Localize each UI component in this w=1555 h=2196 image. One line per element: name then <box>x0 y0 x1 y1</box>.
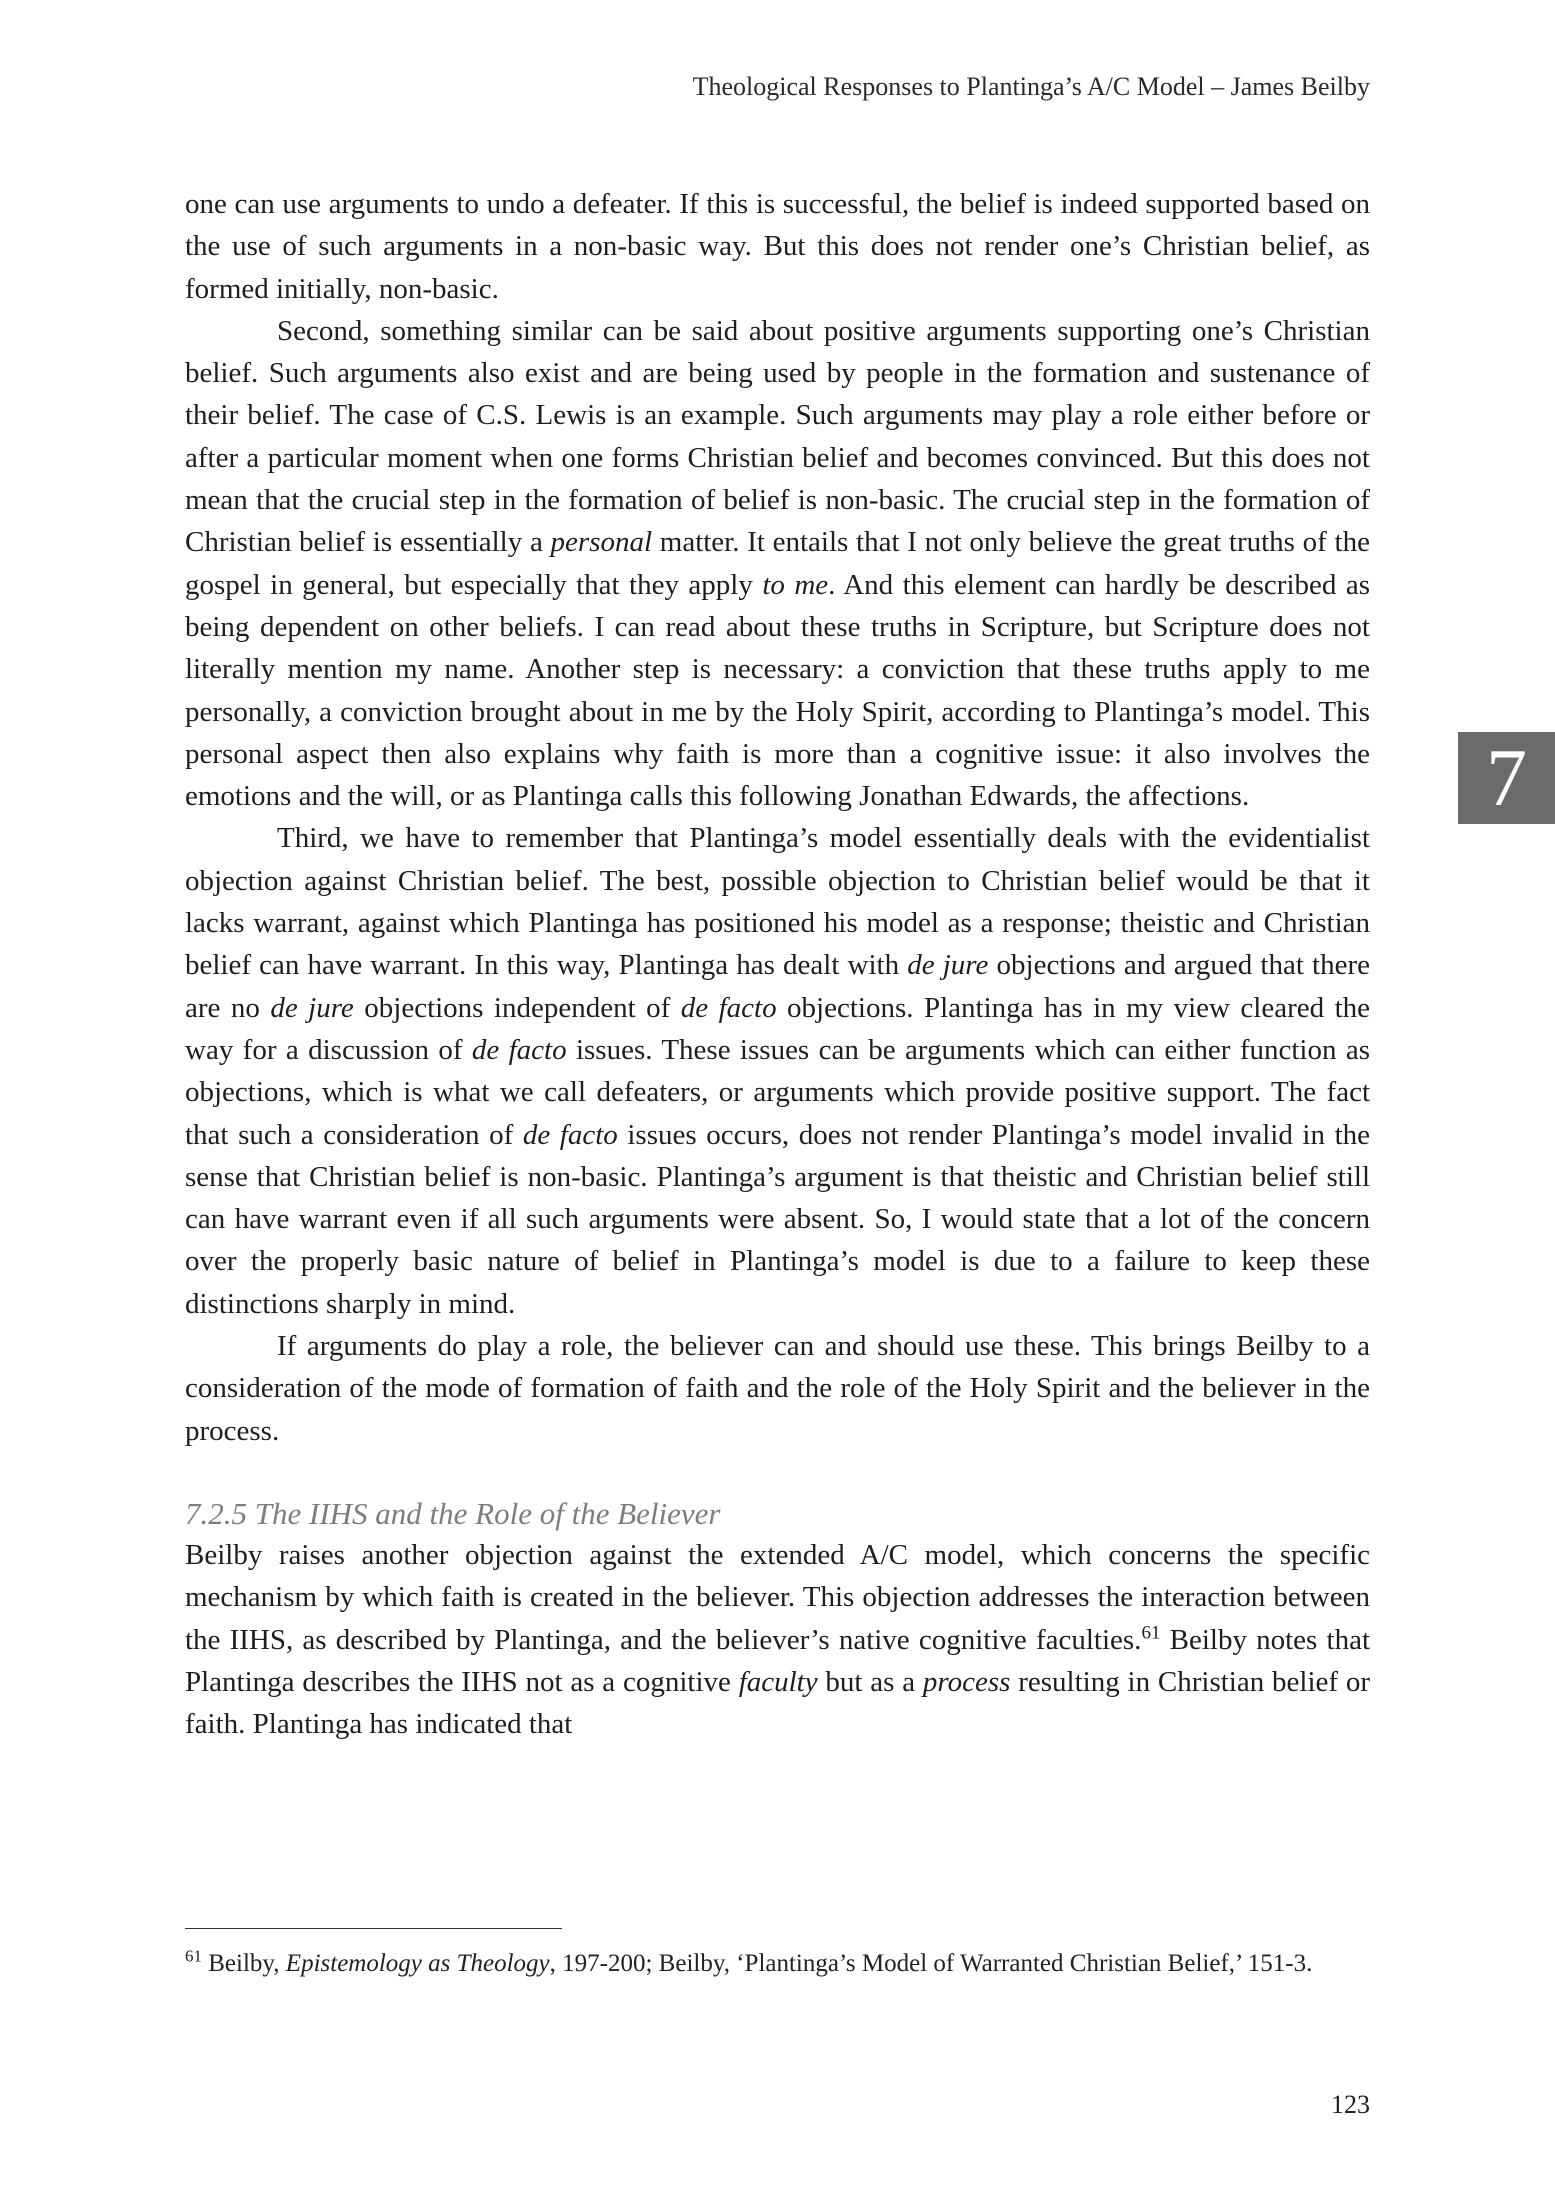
text-run: Third, we have to remember that Plantinga’s model essentially deals with the evidentialist objection against Christian belief. The best, possible objection to Christian belief would be that it lacks warrant, against which Plantinga has positioned his model as a response; theistic and Christian belief can have warrant. In this way, Plantinga has dealt with <box>185 822 1370 982</box>
emphasis: process <box>922 1665 1011 1698</box>
text-run: . And this element can hardly be described as being dependent on other beliefs. I can read about these truths in Scripture, but Scripture does not literally mention my name. Another step is necessary: a conviction that these truths apply to me personally, a conviction brought about in me by the Holy Spirit, according to Plantinga’s model. This personal aspect then also explains why faith is more than a cognitive issue: it also involves the emotions and the will, or as Plantinga calls this following Jonathan Edwards, the affections. <box>185 568 1370 813</box>
emphasis: de facto <box>471 1033 567 1066</box>
text-run: resulting in Christian belief or faith. Plantinga has indicated that <box>185 1665 1370 1741</box>
footnote-reference[interactable]: 61 <box>1141 1621 1161 1643</box>
emphasis: Epistemology as Theology <box>285 1950 550 1977</box>
text-run: objections independent of <box>353 991 681 1024</box>
paragraph-3 <box>185 817 1370 1325</box>
text-run: Beilby, <box>202 1950 286 1977</box>
paragraph-1: one can use arguments to undo a defeater. If this is successful, the belief is indeed supported based on the use of such arguments in a non-basic way. But this does not render one’s Christian belief, as formed initially, non-basic. <box>185 188 1370 305</box>
section-heading: 7.2.5 The IIHS and the Role of the Believer <box>185 1495 721 1531</box>
emphasis: de facto <box>680 991 777 1024</box>
paragraph-4: If arguments do play a role, the believer can and should use these. This brings Beilby to a consideration of the mode of formation of faith and the role of the Holy Spirit and the believer in the process. <box>185 1330 1370 1447</box>
text-run: Beilby notes that Plantinga describes the IIHS not as a cognitive <box>185 1623 1370 1698</box>
emphasis: de facto <box>522 1118 618 1151</box>
emphasis: to me <box>762 568 829 601</box>
text-run: , 197-200; Beilby, ‘Plantinga’s Model of Warranted Christian Belief,’ 151-3. <box>549 1950 1313 1977</box>
text-run: issues occurs, does not render Plantinga’s model invalid in the sense that Christian belief is non-basic. Plantinga’s argument is that theistic and Christian belief still can have warrant even if all such arguments were absent. So, I would state that a lot of the concern over the properly basic nature of belief in Plantinga’s model is due to a failure to keep these distinctions sharply in mind. <box>185 1118 1371 1320</box>
body-text <box>185 183 1370 1745</box>
footnote-number: 61 <box>185 1946 202 1966</box>
emphasis: de jure <box>270 991 354 1024</box>
emphasis: personal <box>550 526 653 559</box>
text-run: Second, something similar can be said about positive arguments supporting one’s Christian belief. Such arguments also exist and are being used by people in the formation and sustenance of their belief. The case of C.S. Lewis is an example. Such arguments may play a role either before or after a particular moment when one forms Christian belief and becomes convinced. But this does not mean that the crucial step in the formation of belief is non-basic. The crucial step in the formation of Christian belief is essentially a <box>185 314 1370 559</box>
page-number: 123 <box>1331 2090 1370 2119</box>
chapter-tab: 7 <box>1458 732 1555 824</box>
emphasis: de jure <box>907 949 989 982</box>
footnote-61 <box>185 1947 1370 1980</box>
text-run: objections and argued that there are no <box>185 949 1370 1024</box>
paragraph-5 <box>185 1534 1370 1745</box>
text-run: Beilby raises another objection against the extended A/C model, which concerns the specific mechanism by which faith is created in the believer. This objection addresses the interaction between the IIHS, as described by Plantinga, and the believer’s native cognitive faculties. <box>185 1538 1370 1656</box>
text-run: issues. These issues can be arguments which can either function as objections, which is what we call defeaters, or arguments which provide positive support. The fact that such a consideration of <box>185 1033 1370 1151</box>
paragraph-2 <box>185 310 1370 818</box>
running-header: Theological Responses to Plantinga’s A/C Model – James Beilby <box>692 72 1370 101</box>
emphasis: faculty <box>738 1665 818 1698</box>
text-run: objections. Plantinga has in my view cleared the way for a discussion of <box>185 991 1371 1066</box>
footnote-divider <box>185 1928 562 1929</box>
text-run: matter. It entails that I not only believe the great truths of the gospel in general, but especially that they apply <box>185 526 1370 601</box>
text-run: but as a <box>817 1665 923 1698</box>
